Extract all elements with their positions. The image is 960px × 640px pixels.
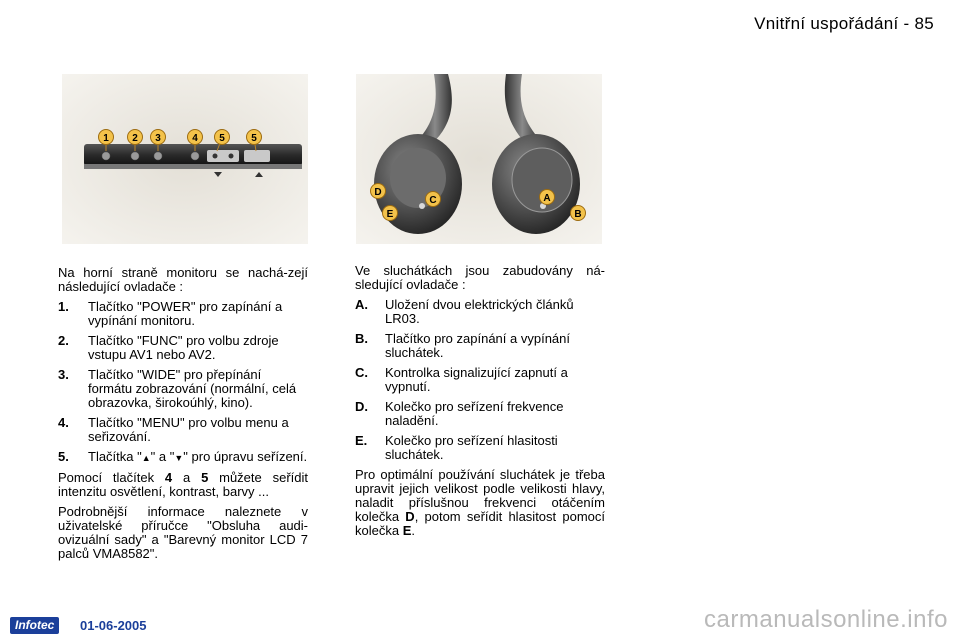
headphone-label-e: E xyxy=(386,209,394,220)
list-item: 1. Tlačítko "POWER" pro zapínání a vypínání monitoru. xyxy=(58,299,283,328)
monitor-label-4: 4 xyxy=(192,133,198,144)
left-paragraph-2: Podrobnější informace naleznete v uživatelské příručce "Obsluha audi-ovizuální sady" a "Barevný monitor LCD 7 palců VMA8582". xyxy=(58,504,308,561)
right-paragraph: Pro optimální používání sluchátek je třeba upravit jejich velikost podle velikosti hlavy, naladit příslušnou frekvenci otáčením kolečka D, potom seřídit hlasitost pomocí kolečka E. xyxy=(355,467,605,538)
headphone-label-c: C xyxy=(429,195,437,206)
page-header: Vnitřní uspořádání - 85 xyxy=(754,14,934,33)
list-item: 3. Tlačítko "WIDE" pro přepínání formátu zobrazování (normální, celá obrazovka, širokoúhlý, kino). xyxy=(58,367,297,410)
monitor-label-5b: 5 xyxy=(251,133,257,144)
monitor-label-1: 1 xyxy=(103,133,109,144)
left-intro: Na horní straně monitoru se nachá-zejí následující ovladače : xyxy=(58,265,308,294)
headphones-figure xyxy=(356,74,602,244)
footer-date: 01-06-2005 xyxy=(80,618,147,633)
list-item: C. Kontrolka signalizující zapnutí a vypnutí. xyxy=(355,365,568,394)
watermark: carmanualsonline.info xyxy=(704,606,948,633)
monitor-label-5a: 5 xyxy=(219,133,225,144)
list-item: 4. Tlačítko "MENU" pro volbu menu a seřizování. xyxy=(58,415,289,444)
right-column xyxy=(355,264,605,544)
list-item: D. Kolečko pro seřízení frekvence naladění. xyxy=(355,399,564,428)
headphone-label-b: B xyxy=(574,209,582,220)
list-item: 5. Tlačítka "▲" a "▼" pro úpravu seřízení. xyxy=(58,449,308,464)
arrow-down-icon: ▼ xyxy=(174,453,184,463)
list-item: A. Uložení dvou elektrických článků LR03. xyxy=(355,297,574,326)
headphone-label-d: D xyxy=(374,187,382,198)
list-item: B. Tlačítko pro zapínání a vypínání sluchátek. xyxy=(355,331,570,360)
list-item: E. Kolečko pro seřízení hlasitosti sluchátek. xyxy=(355,433,558,462)
monitor-label-3: 3 xyxy=(155,133,161,144)
left-paragraph-1: Pomocí tlačítek 4 a 5 můžete seřídit intenzitu osvětlení, kontrast, barvy ... xyxy=(58,470,308,499)
list-item: 2. Tlačítko "FUNC" pro volbu zdroje vstupu AV1 nebo AV2. xyxy=(58,333,279,362)
monitor-figure xyxy=(62,74,308,244)
left-column xyxy=(58,266,308,567)
infotec-logo: Infotec xyxy=(10,617,59,634)
arrow-up-icon: ▲ xyxy=(141,453,151,463)
monitor-label-2: 2 xyxy=(132,133,138,144)
headphone-label-a: A xyxy=(543,193,551,204)
right-intro: Ve sluchátkách jsou zabudovány ná-sledující ovladače : xyxy=(355,263,605,292)
